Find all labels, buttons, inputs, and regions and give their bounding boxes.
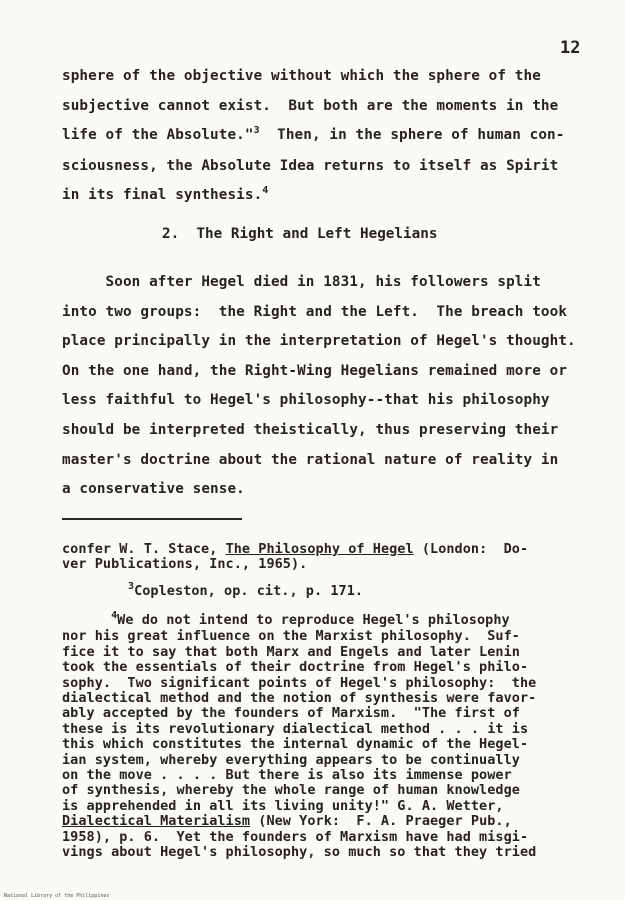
text-line: into two groups: the Right and the Left. The breach took: [62, 303, 568, 320]
footnote-separator: [62, 518, 242, 520]
text-line: less faithful to Hegel's philosophy--that his philosophy: [62, 392, 550, 409]
footnote-4: [62, 610, 537, 861]
body-paragraph-1: [62, 62, 607, 212]
footnote-text: on the move . . . . But there is also its immense power: [62, 767, 512, 784]
section-number: 2.: [162, 226, 180, 242]
footnote-text: nor his great influence on the Marxist philosophy. Suf-: [62, 628, 520, 645]
footnote-text: 1958), p. 6. Yet the founders of Marxism have had misgi-: [62, 828, 529, 845]
text-line: sciousness, the Absolute Idea returns to itself as Spirit: [62, 157, 559, 174]
footnote-ref-4: 4: [262, 185, 269, 197]
footnote-continued: [62, 542, 528, 573]
footnote-text: (New York: F. A. Praeger Pub.,: [250, 813, 512, 830]
page-number: 12: [560, 38, 581, 58]
text-line: should be interpreted theistically, thus preserving their: [62, 421, 559, 438]
archive-footer: National Library of the Philippines: [4, 893, 110, 899]
book-title: Dialectical Materialism: [62, 813, 251, 830]
text-line: in its final synthesis.: [62, 187, 263, 204]
footnote-text: took the essentials of their doctrine from Hegel's philo-: [62, 659, 529, 676]
text-line: subjective cannot exist. But both are the moments in the: [62, 97, 559, 114]
section-heading: [162, 226, 437, 242]
footnote-text: ably accepted by the founders of Marxism. "The first of: [62, 705, 520, 722]
footnote-text: ver Publications, Inc., 1965).: [62, 556, 308, 573]
footnote-text: sophy. Two significant points of Hegel's philosophy: the: [62, 674, 537, 691]
footnote-text: these is its revolutionary dialectical method . . . it is: [62, 720, 529, 737]
footnote-text: We do not intend to reproduce Hegel's philosophy: [117, 612, 510, 628]
text-line: On the one hand, the Right-Wing Hegelians remained more or: [62, 362, 568, 379]
footnote-text: (London: Do-: [413, 541, 529, 557]
footnote-marker: 4: [111, 610, 118, 621]
body-paragraph-2: [62, 268, 607, 505]
footnote-text: dialectical method and the notion of synthesis were favor-: [62, 690, 537, 707]
text-line: master's doctrine about the rational nature of reality in: [62, 451, 559, 468]
footnote-text: ian system, whereby everything appears to be continually: [62, 751, 520, 768]
text-line: life of the Absolute.": [62, 127, 254, 144]
footnote-text: confer W. T. Stace,: [62, 541, 226, 557]
footnote-marker: 3: [128, 581, 135, 592]
footnote-text: vings about Hegel's philosophy, so much so that they tried: [62, 844, 537, 861]
footnote-ref-3: 3: [253, 125, 260, 137]
footnote-text: of synthesis, whereby the whole range of human knowledge: [62, 782, 520, 799]
text-line: Soon after Hegel died in 1831, his followers split: [62, 274, 541, 290]
footnote-text: is apprehended in all its living unity!" G. A. Wetter,: [62, 797, 504, 814]
book-title: The Philosophy of Hegel: [225, 541, 414, 557]
section-title: The Right and Left Hegelians: [196, 226, 438, 242]
footnote-text: fice it to say that both Marx and Engels and later Lenin: [62, 643, 520, 660]
footnote-text: this which constitutes the internal dynamic of the Hegel-: [62, 736, 529, 753]
text-line: a conservative sense.: [62, 481, 245, 498]
text-line: place principally in the interpretation of Hegel's thought.: [62, 333, 576, 350]
footnote-text: Copleston, op. cit., p. 171.: [134, 583, 364, 599]
text-line: sphere of the objective without which the sphere of the: [62, 68, 541, 84]
text-line: Then, in the sphere of human con-: [259, 127, 565, 144]
footnote-3: [128, 581, 364, 600]
